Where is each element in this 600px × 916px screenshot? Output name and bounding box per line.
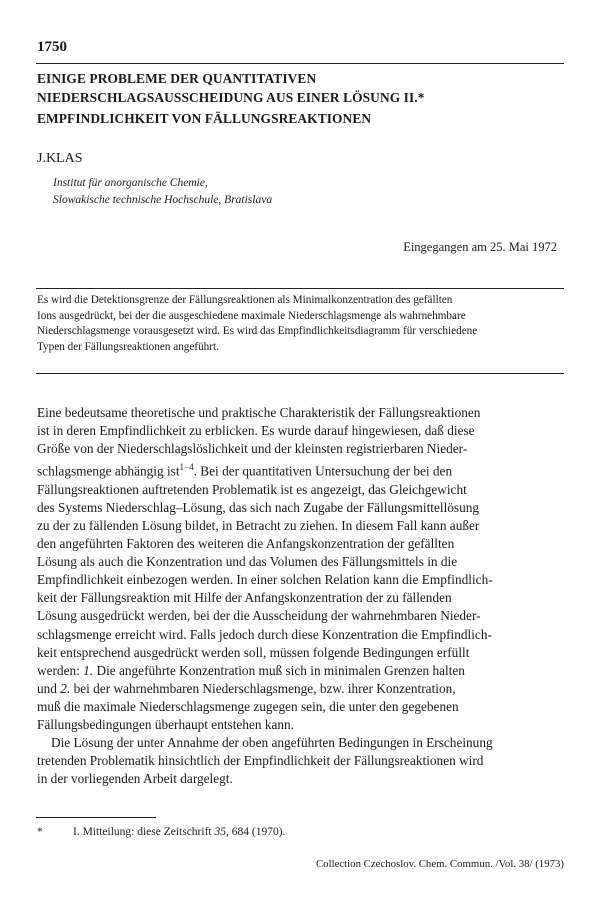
affiliation-line: Institut für anorganische Chemie, bbox=[53, 177, 208, 189]
body-line bbox=[37, 458, 563, 481]
body-line: Eine bedeutsame theoretische und praktische Charakteristik der Fällungsreaktionen bbox=[37, 405, 481, 420]
body-line: Empfindlichkeit einbezogen werden. In einer solchen Relation kann die Empfindlich- bbox=[37, 572, 493, 588]
body-line: Größe von der Niederschlagslöslichkeit und der kleinsten registrierbaren Nieder- bbox=[37, 441, 468, 457]
body-line: ist in deren Empfindlichkeit zu erblicken. Es wurde darauf hingewiesen, daß diese bbox=[37, 423, 475, 439]
footnote-text: I. Mitteilung: diese Zeitschrift bbox=[73, 826, 215, 838]
body-line: zu der zu fällenden Lösung bildet, in Betracht zu ziehen. In diesem Fall kann außer bbox=[37, 517, 480, 533]
body-line: in der vorliegenden Arbeit dargelegt. bbox=[37, 771, 233, 787]
subtitle-line: EMPFINDLICHKEIT VON FÄLLUNGSREAKTIONEN bbox=[37, 111, 372, 126]
author-affiliation bbox=[53, 175, 272, 209]
journal-reference: Collection Czechoslov. Chem. Commun. /Vol. 38/ (1973) bbox=[315, 858, 564, 870]
reference-superscript: 1−4 bbox=[179, 462, 194, 473]
abstract-line: Es wird die Detektionsgrenze der Fällungsreaktionen als Minimalkonzentration des gefällten bbox=[37, 294, 453, 306]
body-line: Fällungsreaktionen auftretenden Problematik ist es angezeigt, das Gleichgewicht bbox=[37, 481, 467, 497]
abstract-top-rule bbox=[36, 288, 564, 289]
body-text-fragment: und bbox=[37, 680, 57, 696]
footnote-volume: 35 bbox=[214, 826, 226, 838]
abstract-line: Ions ausgedrückt, bei der die ausgeschiedene maximale Niederschlagsmenge als wahrnehmbare bbox=[37, 309, 466, 322]
body-line: des Systems Niederschlag–Lösung, das sich nach Zugabe der Fällungsmittellösung bbox=[37, 499, 480, 515]
body-line: Lösung als auch die Konzentration und das Volumen des Fällungsmittels in die bbox=[37, 554, 458, 570]
author-name: J.KLAS bbox=[37, 151, 83, 166]
body-text-fragment: schlagsmenge abhängig ist bbox=[37, 463, 180, 479]
condition-number: 1. bbox=[83, 662, 94, 678]
footnote-text: , 684 (1970). bbox=[225, 826, 286, 838]
title-line: NIEDERSCHLAGSAUSSCHEIDUNG AUS EINER LÖSUNG II.* bbox=[37, 90, 425, 105]
body-line: Lösung ausgedrückt werden, bei der die Ausscheidung der wahrnehmbaren Nieder- bbox=[37, 608, 481, 624]
abstract-bottom-rule bbox=[36, 373, 564, 374]
body-line: Fällungsbedingungen überhaupt entstehen kann. bbox=[37, 717, 295, 733]
received-date: Eingegangen am 25. Mai 1972 bbox=[403, 240, 557, 254]
body-text-fragment: bei der wahrnehmbaren Niederschlagsmenge, bzw. ihrer Konzentration, bbox=[70, 680, 456, 696]
body-line: den angeführten Faktoren des weiteren die Anfangskonzentration der gefällten bbox=[37, 536, 455, 552]
page-number: 1750 bbox=[37, 39, 67, 55]
body-line: muß die maximale Niederschlagsmenge zugegen sein, die unter den gegebenen bbox=[37, 698, 459, 714]
abstract bbox=[37, 293, 563, 355]
body-line: schlagsmenge erreicht wird. Falls jedoch durch diese Konzentration die Empfindlich- bbox=[37, 626, 492, 642]
abstract-line: Niederschlagsmenge vorausgesetzt wird. Es wird das Empfindlichkeitsdiagramm für verschiedene bbox=[37, 325, 478, 337]
body-line: keit der Fällungsreaktion mit Hilfe der Anfangskonzentration der zu fällenden bbox=[37, 590, 452, 606]
article-title bbox=[37, 69, 425, 128]
footnote-marker: * bbox=[37, 826, 43, 838]
body-line: Die Lösung der unter Annahme der oben angeführten Bedingungen in Erscheinung bbox=[51, 735, 493, 751]
footnote bbox=[37, 826, 285, 838]
body-text-fragment: Die angeführte Konzentration muß sich in minimalen Grenzen halten bbox=[93, 662, 465, 678]
body-text-fragment: . Bei der quantitativen Untersuchung der bei den bbox=[193, 463, 453, 479]
abstract-line: Typen der Fällungsreaktionen angeführt. bbox=[37, 340, 219, 353]
title-line: EINIGE PROBLEME DER QUANTITATIVEN bbox=[37, 71, 317, 86]
body-line bbox=[37, 662, 563, 680]
body-line bbox=[37, 680, 563, 698]
footnote-rule bbox=[36, 817, 156, 818]
condition-number: 2. bbox=[60, 680, 71, 696]
body-line: keit entsprechend ausgedrückt werden soll, müssen folgende Bedingungen erfüllt bbox=[37, 644, 470, 660]
affiliation-line: Slowakische technische Hochschule, Bratislava bbox=[53, 194, 273, 206]
header-rule bbox=[36, 63, 564, 64]
body-text-fragment: werden: bbox=[37, 662, 80, 678]
body-line: tretenden Problematik hinsichtlich der Empfindlichkeit der Fällungsreaktionen wird bbox=[37, 753, 484, 769]
body-text bbox=[37, 404, 563, 788]
